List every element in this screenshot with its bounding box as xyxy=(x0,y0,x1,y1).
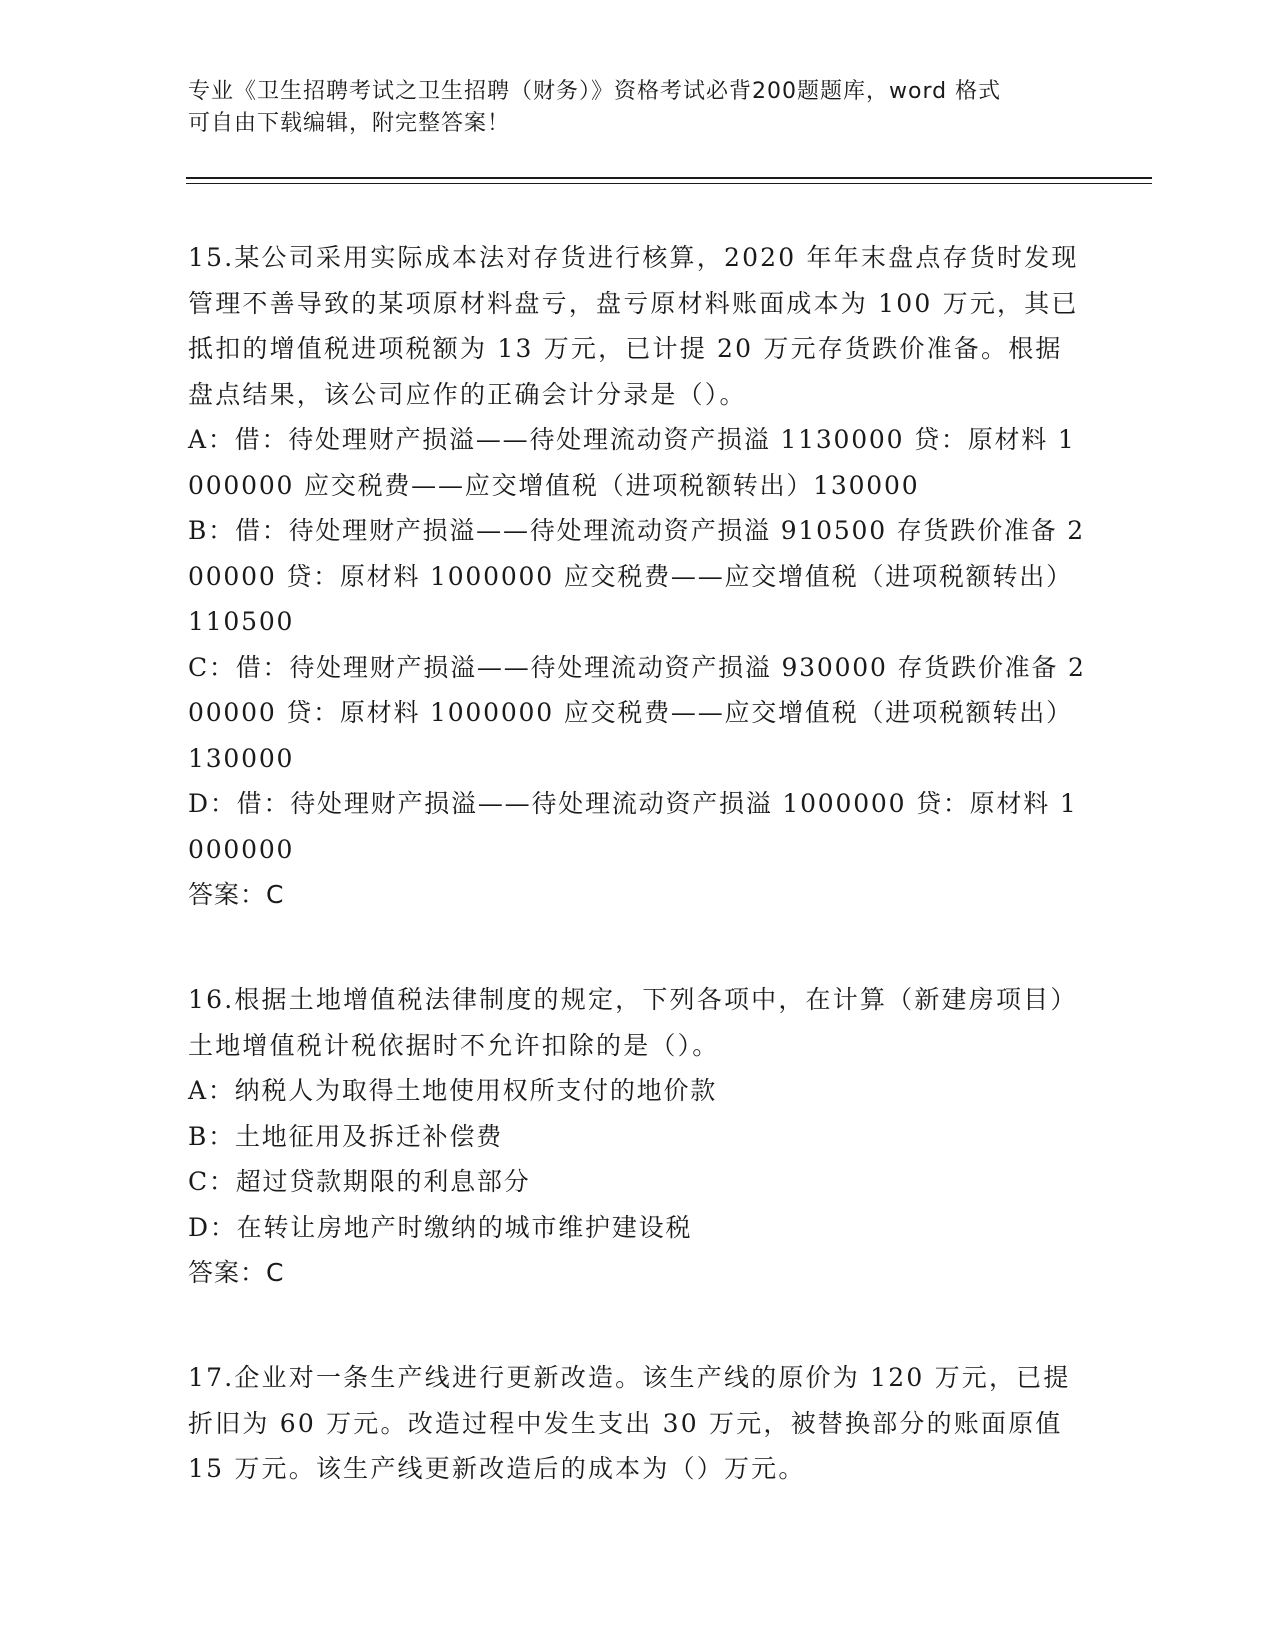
header-rule-thick xyxy=(186,177,1152,179)
questions-content xyxy=(188,235,1088,1492)
document-header xyxy=(188,76,1068,140)
option-a: A：纳税人为取得土地使用权所支付的地价款 xyxy=(188,1076,718,1105)
question-16 xyxy=(188,977,1088,1295)
question-17 xyxy=(188,1355,1088,1492)
question-stem: 16.根据土地增值税法律制度的规定，下列各项中，在计算（新建房项目）土地增值税计税依据时不允许扣除的是（）。 xyxy=(188,985,1078,1060)
option-b: B：土地征用及拆迁补偿费 xyxy=(188,1121,503,1151)
question-spacer xyxy=(188,917,1088,977)
question-spacer xyxy=(188,1295,1088,1355)
option-a: A：借：待处理财产损溢——待处理流动资产损溢 1130000 贷：原材料 1000000 应交税费——应交增值税（进项税额转出）130000 xyxy=(188,425,1076,500)
option-b: B：借：待处理财产损溢——待处理流动资产损溢 910500 存货跌价准备 200000 贷：原材料 1000000 应交税费——应交增值税（进项税额转出）110500 xyxy=(188,516,1085,636)
answer-label: 答案：C xyxy=(188,880,285,909)
option-d: D：借：待处理财产损溢——待处理流动资产损溢 1000000 贷：原材料 1000000 xyxy=(188,789,1078,864)
question-stem: 15.某公司采用实际成本法对存货进行核算，2020 年年末盘点存货时发现管理不善导致的某项原材料盘亏，盘亏原材料账面成本为 100 万元，其已抵扣的增值税进项税额为 13 万元，已计提 20 万元存货跌价准备。根据盘点结果，该公司应作的正确会计分录是（）。 xyxy=(188,243,1079,409)
header-line-1: 专业《卫生招聘考试之卫生招聘（财务）》资格考试必背200题题库，word 格式 xyxy=(188,79,1002,104)
option-c: C：超过贷款期限的利息部分 xyxy=(188,1167,531,1196)
option-c: C：借：待处理财产损溢——待处理流动资产损溢 930000 存货跌价准备 200000 贷：原材料 1000000 应交税费——应交增值税（进项税额转出）130000 xyxy=(188,652,1086,773)
question-15 xyxy=(188,235,1088,917)
option-d: D：在转让房地产时缴纳的城市维护建设税 xyxy=(188,1212,693,1242)
header-line-2: 可自由下载编辑，附完整答案！ xyxy=(188,111,511,136)
question-stem: 17.企业对一条生产线进行更新改造。该生产线的原价为 120 万元，已提折旧为 60 万元。改造过程中发生支出 30 万元，被替换部分的账面原值 15 万元。该生产线更新改造后的成本为（）万元。 xyxy=(188,1363,1071,1483)
header-rule-thin xyxy=(186,183,1152,184)
answer-label: 答案：C xyxy=(188,1258,285,1287)
